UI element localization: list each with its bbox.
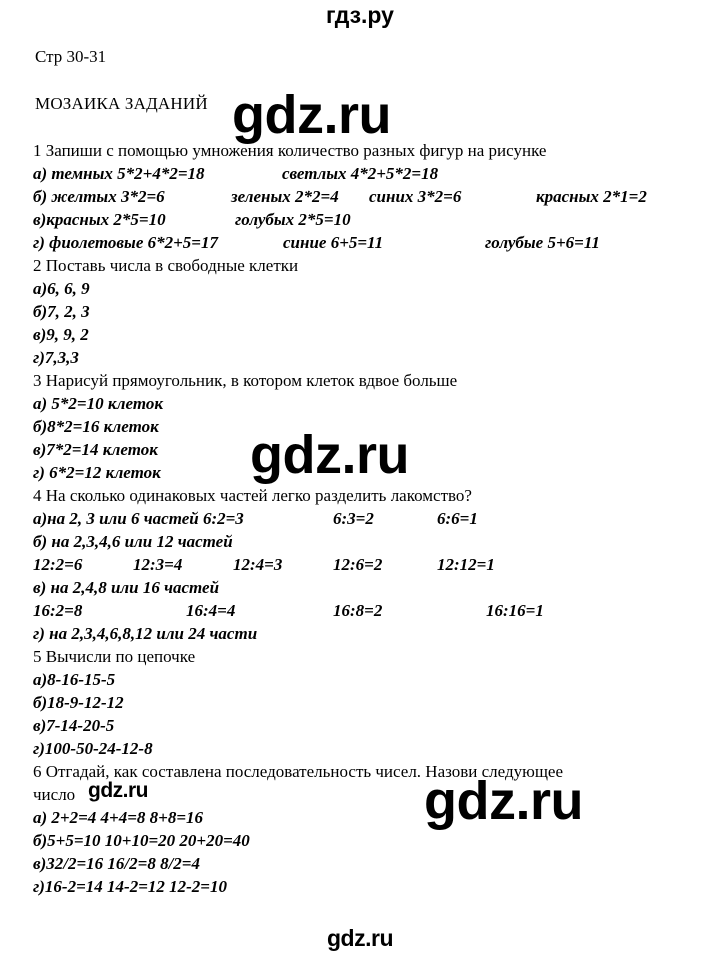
task-5-answer-g: г)100-50-24-12-8 bbox=[33, 739, 153, 758]
task-3-question: 3 Нарисуй прямоугольник, в котором клеток вдвое больше bbox=[33, 371, 458, 390]
task-6-answer-v: в)32/2=16 16/2=8 8/2=4 bbox=[33, 854, 200, 873]
answer-segment: а) темных 5*2+4*2=18 bbox=[33, 164, 205, 183]
answer-segment: б) желтых 3*2=6 bbox=[33, 187, 165, 206]
task-5-question: 5 Вычисли по цепочке bbox=[33, 647, 196, 666]
answer-segment: 16:16=1 bbox=[486, 601, 544, 620]
site-header: гдз.ру bbox=[326, 2, 394, 28]
task-1-answer-v bbox=[33, 208, 693, 232]
task-3-answer-v: в)7*2=14 клеток bbox=[33, 440, 158, 459]
task-3-answer-g: г) 6*2=12 клеток bbox=[33, 463, 161, 482]
task-5-answer-a: а)8-16-15-5 bbox=[33, 670, 116, 689]
task-4-answer-g: г) на 2,3,4,6,8,12 или 24 части bbox=[33, 624, 258, 643]
task-2-answer-a: а)6, 6, 9 bbox=[33, 279, 90, 298]
answer-segment: 12:12=1 bbox=[437, 555, 495, 574]
task-5-answer-v: в)7-14-20-5 bbox=[33, 716, 115, 735]
task-4-answer-b-row bbox=[33, 553, 693, 577]
answer-segment: 6:6=1 bbox=[437, 509, 478, 528]
answer-segment: г) фиолетовые 6*2+5=17 bbox=[33, 233, 218, 252]
task-6-question-continued: число bbox=[33, 785, 76, 804]
task-6-answer-a: а) 2+2=4 4+4=8 8+8=16 bbox=[33, 808, 204, 827]
task-2-question: 2 Поставь числа в свободные клетки bbox=[33, 256, 299, 275]
watermark: gdz.ru bbox=[424, 771, 583, 831]
answer-segment: 12:6=2 bbox=[333, 555, 383, 574]
page-reference: Стр 30-31 bbox=[35, 47, 107, 66]
task-2-answer-b: б)7, 2, 3 bbox=[33, 302, 90, 321]
answer-segment: в)красных 2*5=10 bbox=[33, 210, 166, 229]
answer-segment: 16:4=4 bbox=[186, 601, 236, 620]
task-6-answer-b: б)5+5=10 10+10=20 20+20=40 bbox=[33, 831, 250, 850]
answer-segment: 12:4=3 bbox=[233, 555, 283, 574]
task-1-answer-b bbox=[33, 185, 693, 209]
task-1-answer-a bbox=[33, 162, 693, 186]
watermark-small: gdz.ru bbox=[88, 779, 148, 802]
answer-segment: синих 3*2=6 bbox=[369, 187, 462, 206]
task-4-answer-v: в) на 2,4,8 или 16 частей bbox=[33, 578, 220, 597]
answer-segment: 6:3=2 bbox=[333, 509, 374, 528]
task-4-answer-v-row bbox=[33, 599, 693, 623]
answer-segment: синие 6+5=11 bbox=[283, 233, 384, 252]
answer-segment: красных 2*1=2 bbox=[536, 187, 647, 206]
watermark: gdz.ru bbox=[250, 425, 409, 485]
answer-segment: голубых 2*5=10 bbox=[235, 210, 351, 229]
answer-segment: 16:2=8 bbox=[33, 601, 83, 620]
task-5-answer-b: б)18-9-12-12 bbox=[33, 693, 124, 712]
footer-watermark: gdz.ru bbox=[327, 925, 393, 951]
answer-segment: 12:2=6 bbox=[33, 555, 83, 574]
answer-segment: зеленых 2*2=4 bbox=[231, 187, 339, 206]
task-2-answer-g: г)7,3,3 bbox=[33, 348, 79, 367]
task-3-answer-b: б)8*2=16 клеток bbox=[33, 417, 159, 436]
task-6-question: 6 Отгадай, как составлена последовательность чисел. Назови следующее bbox=[33, 762, 564, 781]
task-4-question: 4 На сколько одинаковых частей легко разделить лакомство? bbox=[33, 486, 472, 505]
answer-segment: голубые 5+6=11 bbox=[485, 233, 600, 252]
answer-segment: 12:3=4 bbox=[133, 555, 183, 574]
task-1-question: 1 Запиши с помощью умножения количество разных фигур на рисунке bbox=[33, 141, 547, 160]
task-1-answer-g bbox=[33, 231, 693, 255]
answer-segment: а)на 2, 3 или 6 частей 6:2=3 bbox=[33, 509, 244, 528]
task-4-answer-a bbox=[33, 507, 693, 531]
answer-segment: светлых 4*2+5*2=18 bbox=[282, 164, 439, 183]
answer-segment: 16:8=2 bbox=[333, 601, 383, 620]
task-2-answer-v: в)9, 9, 2 bbox=[33, 325, 89, 344]
task-3-answer-a: а) 5*2=10 клеток bbox=[33, 394, 163, 413]
task-6-answer-g: г)16-2=14 14-2=12 12-2=10 bbox=[33, 877, 227, 896]
section-title: МОЗАИКА ЗАДАНИЙ bbox=[35, 94, 208, 113]
watermark: gdz.ru bbox=[232, 85, 391, 145]
task-4-answer-b: б) на 2,3,4,6 или 12 частей bbox=[33, 532, 233, 551]
